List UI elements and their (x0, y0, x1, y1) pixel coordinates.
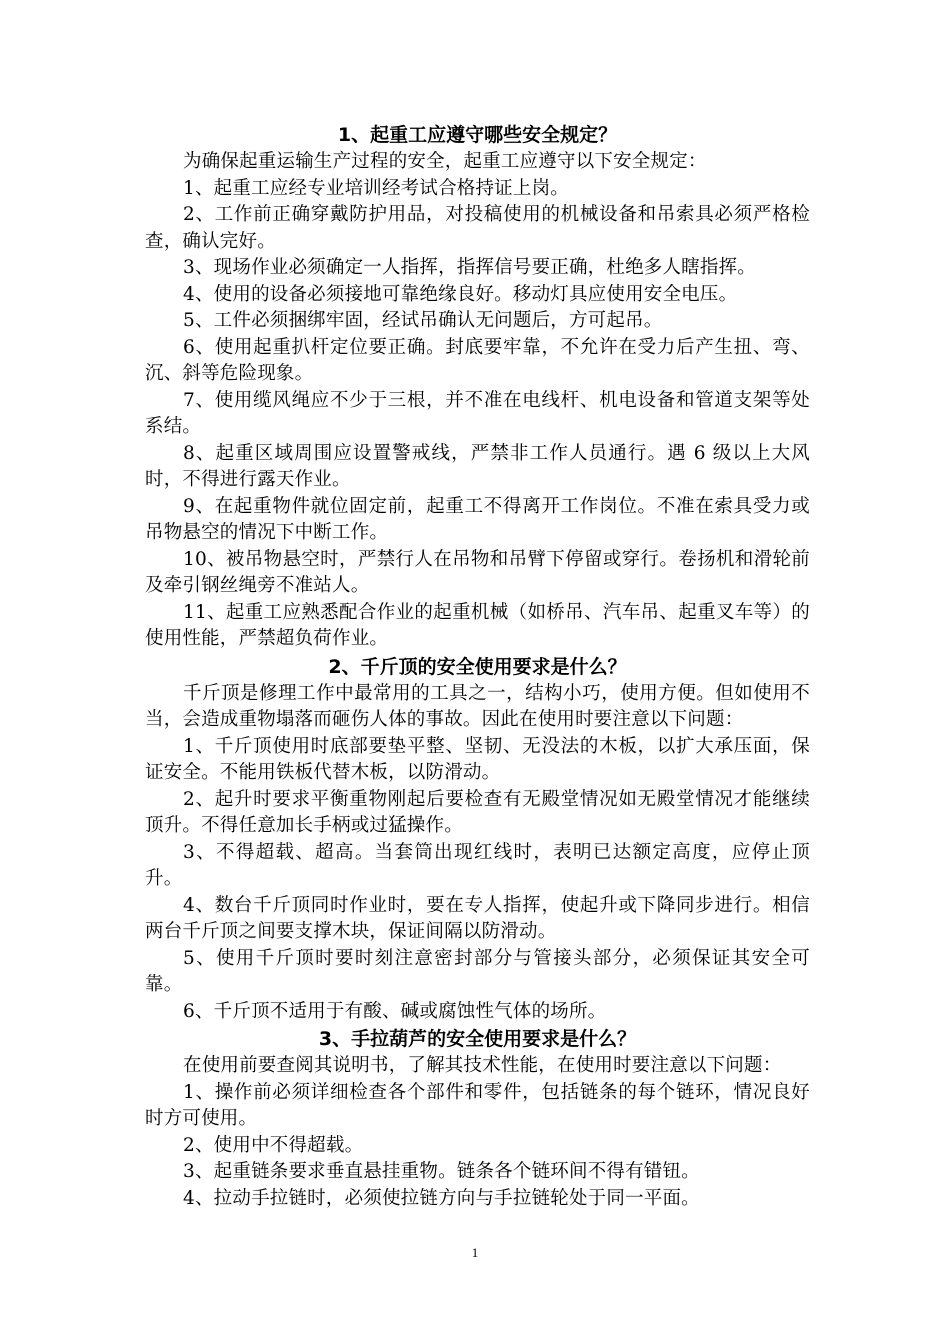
paragraph: 4、拉动手拉链时，必须使拉链方向与手拉链轮处于同一平面。 (183, 1187, 700, 1209)
paragraph: 为确保起重运输生产过程的安全，起重工应遵守以下安全规定： (183, 151, 707, 172)
paragraph: 5、使用千斤顶时要时刻注意密封部分与管接头部分，必须保证其安全可靠。 (145, 947, 810, 995)
page-number: 1 (471, 1245, 479, 1260)
paragraph: 10、被吊物悬空时，严禁行人在吊物和吊臂下停留或穿行。卷扬机和滑轮前及牵引钢丝绳旁不准站人。 (145, 548, 810, 596)
paragraph: 1、操作前必须详细检查各个部件和零件，包括链条的每个链环，情况良好时方可使用。 (145, 1081, 810, 1129)
paragraph: 1、起重工应经专业培训经考试合格持证上岗。 (183, 177, 569, 199)
paragraph: 6、千斤顶不适用于有酸、碱或腐蚀性气体的场所。 (183, 1000, 607, 1022)
paragraph: 8、起重区域周围应设置警戒线，严禁非工作人员通行。遇 6 级以上大风时，不得进行露天作业。 (145, 442, 810, 490)
paragraph: 4、数台千斤顶同时作业时，要在专人指挥，使起升或下降同步进行。相信两台千斤顶之间要支撑木块，保证间隔以防滑动。 (145, 894, 810, 942)
paragraph: 6、使用起重扒杆定位要正确。封底要牢靠，不允许在受力后产生扭、弯、沉、斜等危险现象。 (145, 336, 810, 384)
paragraph: 3、不得超载、超高。当套筒出现红线时，表明已达额定高度，应停止顶升。 (145, 841, 810, 889)
paragraph: 2、起升时要求平衡重物刚起后要检查有无殿堂情况如无殿堂情况才能继续顶升。不得任意加长手柄或过猛操作。 (145, 788, 810, 836)
paragraph: 1、千斤顶使用时底部要垫平整、坚韧、无没法的木板，以扩大承压面，保证安全。不能用铁板代替木板，以防滑动。 (145, 735, 810, 783)
document-body (145, 121, 810, 1212)
paragraph: 在使用前要查阅其说明书，了解其技术性能，在使用时要注意以下问题： (183, 1055, 782, 1076)
paragraph: 5、工件必须捆绑牢固，经试吊确认无问题后，方可起吊。 (183, 310, 663, 331)
paragraph: 千斤顶是修理工作中最常用的工具之一，结构小巧，使用方便。但如使用不当，会造成重物塌落而砸伤人体的事故。因此在使用时要注意以下问题： (145, 682, 810, 730)
paragraph: 7、使用缆风绳应不少于三根，并不准在电线杆、机电设备和管道支架等处系结。 (145, 389, 810, 437)
paragraph: 2、使用中不得超载。 (183, 1134, 364, 1156)
paragraph: 9、在起重物件就位固定前，起重工不得离开工作岗位。不准在索具受力或吊物悬空的情况下中断工作。 (145, 495, 810, 543)
paragraph: 3、现场作业必须确定一人指挥，指挥信号要正确，杜绝多人瞎指挥。 (183, 257, 756, 278)
section-heading-1: 1、起重工应遵守哪些安全规定？ (337, 124, 618, 146)
paragraph: 4、使用的设备必须接地可靠绝缘良好。移动灯具应使用安全电压。 (183, 283, 738, 305)
section-heading-2: 2、千斤顶的安全使用要求是什么？ (328, 655, 627, 678)
paragraph: 3、起重链条要求垂直悬挂重物。链条各个链环间不得有错钮。 (183, 1161, 700, 1182)
paragraph: 11、起重工应熟悉配合作业的起重机械（如桥吊、汽车吊、起重叉车等）的使用性能，严禁超负荷作业。 (145, 601, 810, 649)
section-heading-3: 3、手拉葫芦的安全使用要求是什么？ (318, 1028, 637, 1050)
paragraph: 2、工作前正确穿戴防护用品，对投稿使用的机械设备和吊索具必须严格检查，确认完好。 (145, 204, 810, 252)
